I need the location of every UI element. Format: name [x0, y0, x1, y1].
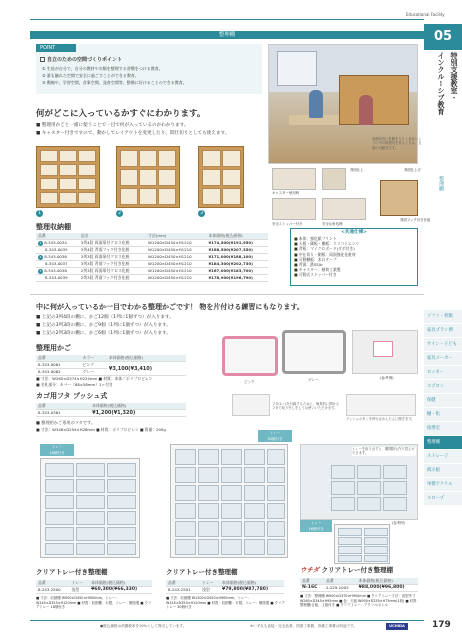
side-nav-item[interactable]: 棚・机 [424, 408, 462, 422]
photo-person [359, 95, 373, 125]
tray-shelf-b-image [170, 444, 288, 558]
point-item: ② 誰も触れた空間で安全に過ごすことができる教育。 [42, 73, 139, 78]
feature-2-3: ■ 上記の2列3段の棚に、かご6個（1列に1個ずつ）が入ります。 [36, 331, 171, 336]
col-header: 品番 [324, 578, 357, 585]
basket-table [36, 355, 186, 376]
spec-item: ■ 天板・側板・棚板：スリコトエンリ [294, 241, 360, 247]
col-header: 本体価格(税込価格) [357, 578, 418, 585]
table-row: 3 8-343-0038 2列3段 両面扉付クロス化粧 W1200×D450×H1210 ¥167,000(¥183,700) [36, 268, 268, 275]
basket-title: 整理用かご [36, 344, 71, 352]
feature-1: ■ 整理用かごと一緒に使うことで一目で何が入っているのかわかります。 [36, 123, 189, 128]
col-header: カラー [81, 355, 107, 362]
facility-label: Educational Facility [406, 12, 445, 17]
section-side-tab[interactable]: 整理棚 [438, 175, 444, 191]
common-spec-title: <共通仕様> [340, 230, 368, 235]
tray-shelf-c-spec: ■ 寸法：整理棚 W900×D370×H900mm ■ クリアトレー寸法：浅型外寸 W260×D345×H95mm ■ 色：天板 W900×D255×H75mm(1段) ■ 材質：整理棚/合板、上板付き ■ クリアトレー：アクリルボトル [300, 594, 420, 608]
tray-badge-a: トレー 18個付き [40, 444, 74, 456]
shelf-badge-1: 1 [36, 210, 43, 217]
tray-shelf-c-table [300, 578, 418, 592]
tray-shelf-c-image [334, 524, 390, 564]
basket-example-label: (参考例) [380, 376, 394, 380]
basket-gray-image [282, 330, 346, 374]
lid-photo-2 [346, 394, 416, 416]
col-header: 品名 [79, 233, 146, 240]
basket-pink-image [222, 336, 278, 376]
table-row: 8-343-0039 2列3段 背面フック付き化粧 W1200×D450×H1210 ¥178,900(¥196,790) [36, 275, 268, 282]
side-nav-item[interactable]: 単積アクリル [424, 478, 462, 492]
spec-item: ■ 背面：鉄SS/b [294, 261, 323, 267]
col-header: トレー [200, 580, 220, 587]
table-row: 8-343-0035 3列4段 背面フック付き化粧 W1200×D450×H1210 ¥188,500(¥207,350) [36, 247, 268, 254]
tray-shelf-b-table [166, 580, 284, 594]
table-row: 1 8-343-0034 3列4段 両面扉付クロス化粧 W1200×D450×H1210 ¥174,500(¥191,950) [36, 240, 268, 247]
footer-note: ●税込価格は消費税率を10%として算出しています。 [100, 624, 187, 628]
detail-back-large [380, 180, 418, 216]
callout-recessed: 背面フック付き仕組 [400, 218, 431, 222]
common-spec-box [290, 228, 418, 286]
col-header: 本体価格(税込価格) [220, 580, 284, 587]
lid-feature-2: ■ 寸法：W346×D254×H28mm ■ 材質：ポリプロピレン ■ 質量：200g [36, 427, 166, 432]
spec-item: ■ キャスター：耐荷工業製 [294, 266, 341, 272]
table-row: N-16C 2-229-1003 ¥88,000(¥96,800) [300, 585, 418, 592]
basket-example-photo [352, 330, 418, 374]
point-item: ③ 動線や、学習空間、食事空間、発育空間等、整備に好けることのできる教育。 [42, 80, 187, 85]
side-nav-item[interactable]: 家具メーカー [424, 352, 462, 366]
footer-note-2: ※いずれも直接・完全品業、図面工事費、設備工事費は別途です。 [250, 624, 357, 628]
lid-caption: フタ(1ヶ)を付属するために、簡易的に開けるフタで取り外しをしてお使いいただけます。 [272, 402, 340, 411]
detail-antislip [272, 198, 316, 220]
chapter-number: 05 [424, 24, 462, 50]
lid-caption-2: プッシュボタンを押せばかんたんに開きます。 [346, 417, 415, 421]
chapter-title-line1: 特別支援教室・ [450, 52, 458, 101]
table-row: 8-243-2501 浅型 ¥79,800(¥87,780) [166, 587, 284, 594]
callout-back-detail: 背面仕上げ [404, 168, 421, 172]
tray-shelf-c-title: クリアトレー付き整理棚 [321, 566, 393, 574]
point-title [40, 57, 122, 64]
side-nav-item[interactable]: スロープ [424, 492, 462, 506]
col-header: 寸法(mm) [146, 233, 206, 240]
shelf-illustration-3 [198, 146, 244, 208]
table-row: 8-343-0361 ¥1,200(¥1,320) [36, 410, 186, 417]
table-row: 8-343-0062 グレー [36, 369, 186, 376]
feature-2-2: ■ 上記の3列3段の棚に、かご9個（1列に1個ずつ）が入ります。 [36, 323, 171, 328]
tray-shelf-c-heading [300, 566, 393, 575]
tray-shelf-a-table [36, 580, 152, 594]
checkbox-icon [40, 57, 45, 62]
col-header: 品番 [166, 580, 200, 587]
side-nav-item[interactable]: ロッカー [424, 366, 462, 380]
side-nav [424, 310, 462, 506]
callout-caster: キャスター使用時 [272, 191, 300, 195]
section-banner: 整理棚 [30, 31, 424, 39]
side-nav-item[interactable]: 掲示板 [424, 464, 462, 478]
point-item: ① 生徒が自分で、自分の教材や衣類を整理する習慣をつける教育。 [42, 66, 163, 71]
detail-caster [272, 168, 316, 190]
lid-title: カゴ用フタ プッシュ式 [36, 392, 108, 400]
tray-shelf-a-title: クリアトレー付き整理棚 [36, 568, 108, 576]
col-header: 品番 [300, 578, 324, 585]
spec-item: ■ 背板：マイクロボード(ダボ付き) [294, 246, 355, 252]
photo-caption: 収納付近に危険を入りこまないように中の保護具を見るときは、全面の可動式です。 [372, 137, 422, 150]
col-header: 品番 [36, 403, 90, 410]
shelf-badge-2: 2 [116, 210, 123, 217]
feature-2-1: ■ 上記の3列4段の棚に、かご12個（1列に1個ずつ）が入ります。 [36, 315, 174, 320]
lid-photo-1 [232, 394, 270, 416]
headline-1: 何がどこに入っているかすぐにわかります。 [36, 109, 206, 119]
col-header: 本体価格(税込価格) [107, 355, 186, 362]
page-number: 179 [432, 620, 451, 630]
table-row: 8-343-0037 3列3段 背面フック付き化粧 W1200×D450×H1210 ¥184,300(¥202,730) [36, 261, 268, 268]
table-row: 8-243-2500 浅型 ¥60,300(¥66,330) [36, 587, 152, 594]
side-nav-item[interactable]: 保健 [424, 394, 462, 408]
col-header: 本体価格(税込価格) [89, 580, 152, 587]
tray-badge-b: トレー 30個付き [258, 430, 292, 442]
side-nav-item[interactable]: サイン・子ども [424, 338, 462, 352]
callout-anti-slip: 安全ストッパー付き [272, 222, 303, 226]
chapter-title [426, 52, 460, 162]
shelf-illustration-2 [116, 146, 180, 208]
table-row: 2 8-343-0036 3列3段 両面扉付クロス化粧 W1200×D450×H1210 ¥171,000(¥188,100) [36, 254, 268, 261]
side-nav-item[interactable]: ソファ・机類 [424, 310, 462, 324]
basket-pink-label: ピンク [244, 380, 255, 384]
tray-shelf-a-spec: ■ 寸法：収納棚 W900×D450×H900mm、トレー：W145×D355×H120mm ■ 材質：収納棚：木製、トレー：樹脂製 ■ クリアトレー 18個付き [36, 596, 152, 610]
spec-item: ■ 中仕切り・側板：両面強化化粧材 [294, 251, 356, 257]
photo-shelf [339, 75, 409, 125]
side-nav-item[interactable]: 家具プラン例 [424, 324, 462, 338]
lid-feature-1: ■ 整理用かご専用のフタです。 [36, 420, 96, 425]
tray-shelf-c-caption: トレーを取り出すと、棚間隔も作り替えができます。 [352, 447, 415, 456]
storage-table [36, 233, 268, 282]
callout-corner: 安全な角処理 [322, 222, 343, 226]
side-nav-item[interactable]: 指導室 [424, 422, 462, 436]
side-nav-item[interactable]: ストレージ [424, 450, 462, 464]
basket-gray-label: グレー [308, 378, 319, 382]
detail-corner [322, 198, 366, 220]
storage-title: 整理収納棚 [36, 223, 71, 231]
basket-spec-2: ■ 名札部分：カバー（88×58mm）1ヶ付き [36, 382, 113, 387]
brand-logo: UCHIDA [386, 623, 408, 630]
uchida-logo: ウチダ [300, 566, 320, 574]
callout-shelf-back: 背面仕上 [350, 168, 364, 172]
shelf-badge-3: 3 [198, 210, 205, 217]
spec-item: ■ 可動棚板：木口テープ [294, 256, 337, 262]
divider [30, 294, 424, 295]
col-header: 品番 [36, 355, 81, 362]
tray-badge-c: トレー 16個付き [300, 520, 332, 532]
lid-table [36, 403, 186, 417]
example-label-card [373, 341, 393, 357]
table-row: 8-343-0061 ピンク ¥3,100(¥3,410) [36, 362, 186, 369]
point-label: POINT [36, 44, 76, 52]
side-nav-item[interactable]: エプロン [424, 380, 462, 394]
col-header: 品番 [36, 233, 79, 240]
header-rule [30, 19, 424, 20]
headline-2: 中に何が入っているか一目でわかる整理かごです！ 物を片付ける練習にもなります。 [36, 303, 304, 311]
tray-shelf-c-example: (参考例) [392, 521, 405, 525]
tray-shelf-a-image [40, 458, 140, 558]
col-header: 品番 [36, 580, 69, 587]
photo-window [277, 51, 317, 86]
col-header: 本体価格(税込価格) [90, 403, 186, 410]
photo-person [309, 90, 323, 118]
point-title-text: 自立のための空間づくりポイント [47, 57, 123, 63]
spec-item: ■ 本体：強化紙プリント [294, 236, 337, 242]
shelf-illustration-1 [36, 146, 100, 208]
spec-item: ■ 可動式ストッパー付き [294, 272, 337, 278]
chapter-title-line2: インクルーシブ教育 [437, 52, 445, 115]
basket-spec-1: ■ 寸法：W265×D374×H224mm ■ 材質：本体／ポリプロピレン [36, 376, 153, 381]
col-header: トレー [69, 580, 89, 587]
tray-shelf-b-title: クリアトレー付き整理棚 [166, 568, 238, 576]
feature-2: ■ キャスター付きですので、動かしてレイアウトを変更したり、間仕切りとしても使えます。 [36, 131, 230, 136]
side-nav-item-active[interactable]: 整理棚 [424, 436, 462, 450]
point-box [36, 44, 262, 94]
col-header: 本体価格(税込価格) [206, 233, 268, 240]
footer-rule [30, 620, 424, 621]
tray-shelf-b-spec: ■ 寸法：収納棚 W1200×D450×H900mm、トレー：W145×D355×H120mm ■ 材質：収納棚：木製、トレー：樹脂製 ■ クリアトレー 30個付き [166, 596, 285, 610]
detail-back [322, 168, 346, 190]
